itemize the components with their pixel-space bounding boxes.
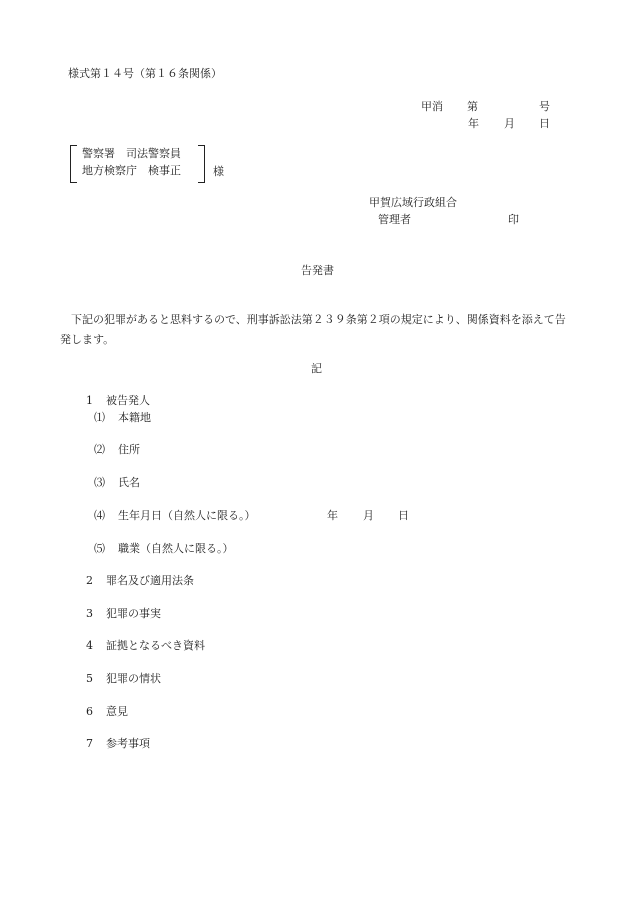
ki-heading: 記 <box>311 362 322 375</box>
item-5-number: 5 <box>86 672 93 685</box>
sender-role: 管理者 <box>378 213 411 226</box>
item-4-number: 4 <box>86 639 93 652</box>
date-year: 年 <box>468 117 479 130</box>
addressee-honorific: 様 <box>213 165 224 178</box>
item-2-label: 罪名及び適用法条 <box>106 574 194 587</box>
sub-3-label: 氏名 <box>118 476 140 489</box>
item-7-label: 参考事項 <box>106 737 150 750</box>
date-month: 月 <box>504 117 515 130</box>
bracket-left <box>70 145 77 183</box>
sub-3-number: ⑶ <box>94 476 105 489</box>
item-6-label: 意見 <box>106 705 128 718</box>
sub-1-label: 本籍地 <box>118 411 151 424</box>
form-number: 様式第１４号（第１６条関係） <box>68 67 222 80</box>
ref-gou: 号 <box>539 100 550 113</box>
addressee-prosecutor: 地方検察庁 検事正 <box>82 164 181 177</box>
birth-month: 月 <box>363 509 374 522</box>
date-day: 日 <box>539 117 550 130</box>
bracket-right <box>198 145 205 183</box>
item-6-number: 6 <box>86 705 93 718</box>
document-title: 告発書 <box>301 264 334 277</box>
addressee-bracket <box>70 145 205 183</box>
birth-year: 年 <box>327 509 338 522</box>
sub-5-number: ⑸ <box>94 542 105 555</box>
item-1-label: 被告発人 <box>106 394 150 407</box>
item-3-label: 犯罪の事実 <box>106 607 161 620</box>
item-2-number: 2 <box>86 574 93 587</box>
ref-dai: 第 <box>467 100 478 113</box>
birth-day: 日 <box>398 509 409 522</box>
addressee-police: 警察署 司法警察員 <box>82 147 181 160</box>
item-7-number: 7 <box>86 737 93 750</box>
ref-prefix: 甲消 <box>421 100 443 113</box>
item-4-label: 証拠となるべき資料 <box>106 639 205 652</box>
sub-2-label: 住所 <box>118 443 140 456</box>
sender-org: 甲賀広域行政組合 <box>369 196 457 209</box>
sub-1-number: ⑴ <box>94 411 105 424</box>
item-5-label: 犯罪の情状 <box>106 672 161 685</box>
sub-5-label: 職業（自然人に限る。） <box>118 542 234 555</box>
sub-2-number: ⑵ <box>94 443 105 456</box>
body-paragraph: 下記の犯罪があると思料するので、刑事訴訟法第２３９条第２項の規定により、関係資料を添えて告発します。 <box>60 313 566 346</box>
item-1-number: 1 <box>86 394 93 407</box>
sub-4-number: ⑷ <box>94 509 105 522</box>
seal-mark: 印 <box>508 213 519 226</box>
item-3-number: 3 <box>86 607 93 620</box>
sub-4-label: 生年月日（自然人に限る。） <box>118 509 256 522</box>
